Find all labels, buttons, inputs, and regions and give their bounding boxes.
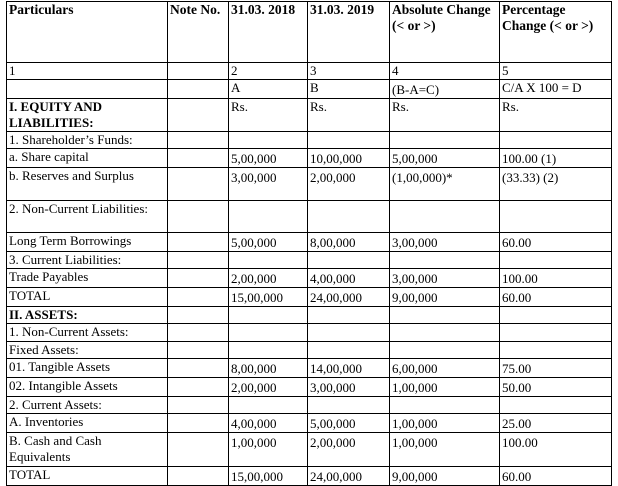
header-absolute-change: Absolute Change (< or >) [390, 2, 500, 63]
table-cell: 2 [229, 63, 308, 80]
table-cell [168, 288, 229, 307]
table-cell [168, 233, 229, 252]
table-cell [390, 132, 500, 149]
table-cell [229, 397, 308, 414]
table-cell: 1,00,000 [229, 433, 308, 467]
table-cell: 2. Current Assets: [7, 397, 168, 414]
table-row [7, 63, 612, 80]
table-row [7, 307, 612, 324]
table-cell [308, 342, 390, 359]
table-row [7, 149, 612, 168]
table-cell: 2,00,000 [308, 433, 390, 467]
table-cell: b. Reserves and Surplus [7, 168, 168, 201]
table-cell [168, 378, 229, 397]
table-cell: 50.00 [500, 378, 612, 397]
table-row [7, 233, 612, 252]
table-row [7, 342, 612, 359]
table-cell: Rs. [229, 99, 308, 132]
table-cell: B. Cash and Cash Equivalents [7, 433, 168, 467]
table-cell: 2,00,000 [229, 269, 308, 288]
table-cell [308, 324, 390, 342]
table-cell: 9,00,000 [390, 288, 500, 307]
table-cell: 5,00,000 [308, 414, 390, 433]
header-percentage-change: Percentage Change (< or >) [500, 2, 612, 63]
table-cell: a. Share capital [7, 149, 168, 168]
table-cell: 5,00,000 [390, 149, 500, 168]
table-row [7, 269, 612, 288]
table-cell: 15,00,000 [229, 467, 308, 486]
table-cell [168, 80, 229, 99]
table-cell: 25.00 [500, 414, 612, 433]
table-row [7, 132, 612, 149]
table-cell [390, 307, 500, 324]
header-particulars: Particulars [7, 2, 168, 63]
header-note-no: Note No. [168, 2, 229, 63]
table-row [7, 433, 612, 467]
table-cell: 6,00,000 [390, 359, 500, 378]
table-row [7, 397, 612, 414]
table-cell [229, 307, 308, 324]
table-cell: TOTAL [7, 467, 168, 486]
table-cell [7, 80, 168, 99]
table-cell [168, 307, 229, 324]
table-cell: Rs. [500, 99, 612, 132]
table-cell [168, 252, 229, 269]
table-cell [168, 467, 229, 486]
table-cell: 01. Tangible Assets [7, 359, 168, 378]
table-cell: A. Inventories [7, 414, 168, 433]
header-row [7, 2, 612, 63]
table-cell: 5,00,000 [229, 233, 308, 252]
table-cell: 2. Non-Current Liabilities: [7, 201, 168, 233]
table-cell: Rs. [308, 99, 390, 132]
table-cell: II. ASSETS: [7, 307, 168, 324]
table-row [7, 414, 612, 433]
table-cell [308, 307, 390, 324]
table-cell: 100.00 [500, 433, 612, 467]
table-cell [168, 269, 229, 288]
table-row [7, 168, 612, 201]
table-cell: 24,00,000 [308, 288, 390, 307]
table-cell: Long Term Borrowings [7, 233, 168, 252]
table-cell: 4 [390, 63, 500, 80]
table-cell [168, 397, 229, 414]
table-cell: A [229, 80, 308, 99]
table-cell: 5 [500, 63, 612, 80]
table-cell [168, 433, 229, 467]
table-cell [390, 324, 500, 342]
table-cell: 5,00,000 [229, 149, 308, 168]
table-cell [229, 252, 308, 269]
table-cell [500, 324, 612, 342]
table-cell [500, 397, 612, 414]
table-cell: 2,00,000 [229, 378, 308, 397]
table-cell: 1. Non-Current Assets: [7, 324, 168, 342]
table-cell [390, 397, 500, 414]
table-cell [168, 168, 229, 201]
table-cell: (B-A=C) [390, 80, 500, 99]
table-cell [500, 252, 612, 269]
table-cell [168, 342, 229, 359]
table-row [7, 288, 612, 307]
table-cell: C/A X 100 = D [500, 80, 612, 99]
table-cell [308, 397, 390, 414]
table-row [7, 324, 612, 342]
table-cell: 15,00,000 [229, 288, 308, 307]
table-cell: 100.00 (1) [500, 149, 612, 168]
table-cell: 14,00,000 [308, 359, 390, 378]
table-cell [168, 132, 229, 149]
table-cell [229, 201, 308, 233]
table-cell [308, 201, 390, 233]
table-cell: 1,00,000 [390, 414, 500, 433]
table-cell: 10,00,000 [308, 149, 390, 168]
table-cell: 2,00,000 [308, 168, 390, 201]
table-row [7, 99, 612, 132]
table-cell [308, 132, 390, 149]
table-cell: Fixed Assets: [7, 342, 168, 359]
table-row [7, 359, 612, 378]
comparative-balance-sheet-table [6, 1, 612, 486]
table-cell: 3. Current Liabilities: [7, 252, 168, 269]
table-cell [168, 324, 229, 342]
table-cell: 1,00,000 [390, 378, 500, 397]
table-row [7, 80, 612, 99]
table-cell [168, 149, 229, 168]
table-cell: 8,00,000 [229, 359, 308, 378]
table-cell [168, 359, 229, 378]
table-cell [500, 201, 612, 233]
header-2019: 31.03. 2019 [308, 2, 390, 63]
table-cell: 3 [308, 63, 390, 80]
table-cell: 1,00,000 [390, 433, 500, 467]
table-cell [229, 342, 308, 359]
table-cell: 1 [7, 63, 168, 80]
table-row [7, 378, 612, 397]
table-cell [168, 414, 229, 433]
table-cell: I. EQUITY AND LIABILITIES: [7, 99, 168, 132]
table-row [7, 201, 612, 233]
table-cell [308, 252, 390, 269]
table-cell: 3,00,000 [308, 378, 390, 397]
table-cell [229, 132, 308, 149]
table-cell: 60.00 [500, 467, 612, 486]
table-cell [390, 201, 500, 233]
table-cell: Rs. [390, 99, 500, 132]
table-cell: Trade Payables [7, 269, 168, 288]
table-cell: 60.00 [500, 233, 612, 252]
table-cell [500, 132, 612, 149]
table-cell [500, 342, 612, 359]
table-cell: (33.33) (2) [500, 168, 612, 201]
table-cell [500, 307, 612, 324]
table-cell [390, 342, 500, 359]
table-cell: 02. Intangible Assets [7, 378, 168, 397]
table-cell: 75.00 [500, 359, 612, 378]
table-cell: 3,00,000 [229, 168, 308, 201]
table-row [7, 252, 612, 269]
table-row [7, 467, 612, 486]
table-cell: 4,00,000 [308, 269, 390, 288]
table-cell [168, 63, 229, 80]
table-cell: 60.00 [500, 288, 612, 307]
table-cell [168, 99, 229, 132]
table-cell [390, 252, 500, 269]
table-cell: 24,00,000 [308, 467, 390, 486]
table-cell: TOTAL [7, 288, 168, 307]
table-cell: 8,00,000 [308, 233, 390, 252]
table-cell [229, 324, 308, 342]
table-cell: 4,00,000 [229, 414, 308, 433]
table-cell [168, 201, 229, 233]
table-cell: B [308, 80, 390, 99]
table-cell: 100.00 [500, 269, 612, 288]
table-cell: 9,00,000 [390, 467, 500, 486]
table-cell: (1,00,000)* [390, 168, 500, 201]
table-cell: 3,00,000 [390, 269, 500, 288]
header-2018: 31.03. 2018 [229, 2, 308, 63]
table-cell: 1. Shareholder’s Funds: [7, 132, 168, 149]
table-cell: 3,00,000 [390, 233, 500, 252]
